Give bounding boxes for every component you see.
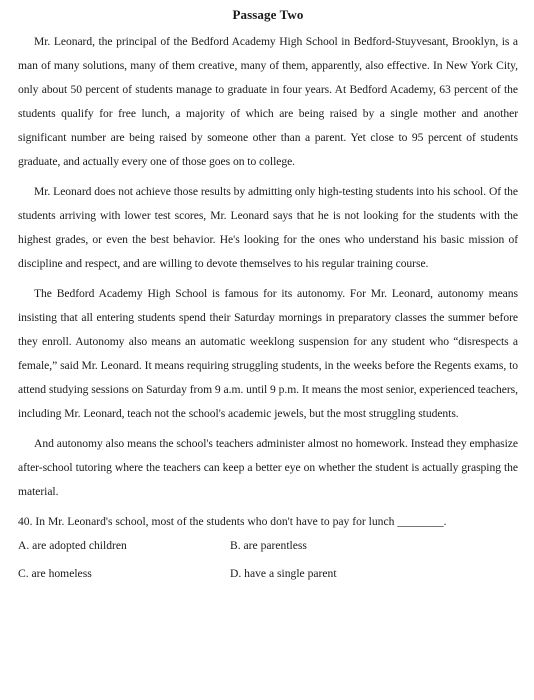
- option-c: C. are homeless: [18, 567, 92, 580]
- option-b: B. are parentless: [230, 539, 307, 552]
- passage-paragraph-4: And autonomy also means the school's teachers administer almost no homework. Instead they emphasize after-school tutoring where the teachers can keep a better eye on whether the student is actually grasping the material.: [18, 437, 518, 498]
- passage-title: Passage Two: [232, 7, 304, 22]
- question-40-stem: 40. In Mr. Leonard's school, most of the students who don't have to pay for lunch ________.: [18, 515, 447, 528]
- option-a: A. are adopted children: [18, 539, 127, 552]
- option-d: D. have a single parent: [230, 567, 337, 580]
- answer-options: [18, 536, 518, 584]
- passage-paragraph-1: Mr. Leonard, the principal of the Bedford Academy High School in Bedford-Stuyvesant, Brooklyn, is a man of many solutions, many of them creative, many of them, apparently, also effective. In New York City, only about 50 percent of students manage to graduate in four years. At Bedford Academy, 63 percent of the students qualify for free lunch, a majority of which are being raised by a single mother and another significant number are being raised by someone other than a parent. Yet close to 95 percent of students graduate, and actually every one of those goes on to college.: [18, 35, 518, 168]
- passage-paragraph-2: Mr. Leonard does not achieve those results by admitting only high-testing students into his school. Of the students arriving with lower test scores, Mr. Leonard says that he is not looking for the students with the highest grades, or even the best behavior. He's looking for the ones who understand his basic mission of discipline and respect, and are willing to devote themselves to his regular training course.: [18, 185, 518, 270]
- passage-paragraph-3: The Bedford Academy High School is famous for its autonomy. For Mr. Leonard, autonomy means insisting that all entering students spend their Saturday mornings in preparatory classes the summer before they enroll. Autonomy also means an automatic weeklong suspension for any student who “disrespects a female,” said Mr. Leonard. It means requiring struggling students, in the weeks before the Regents exams, to attend studying sessions on Saturday from 9 a.m. until 9 p.m. It means the most senior, experienced teachers, including Mr. Leonard, teach not the school's academic jewels, but the most struggling students.: [18, 287, 518, 420]
